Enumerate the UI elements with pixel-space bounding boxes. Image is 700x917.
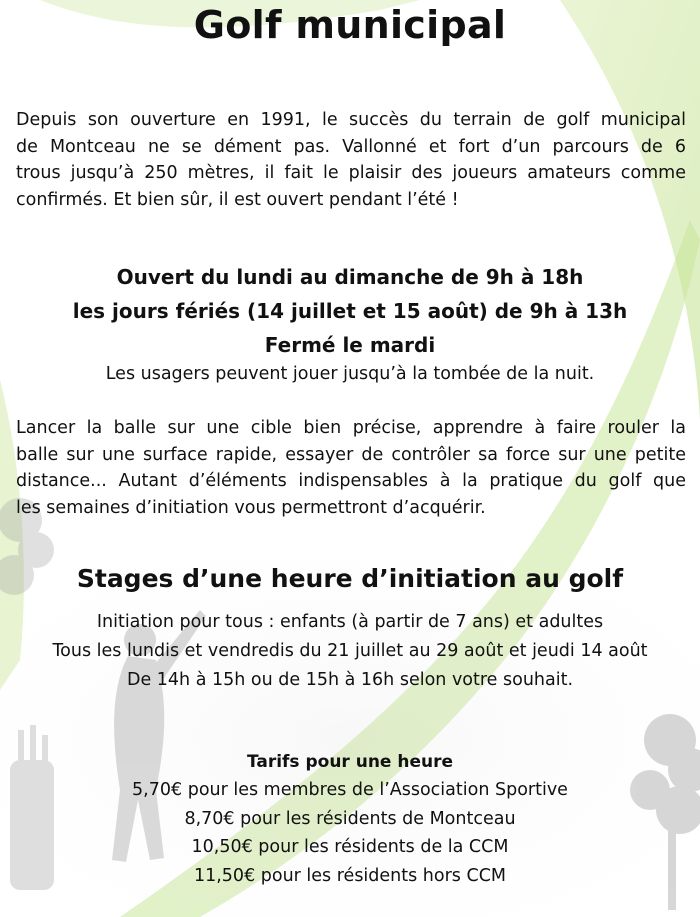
opening-hours <box>0 260 700 386</box>
tarifs-heading: Tarifs pour une heure <box>246 752 454 772</box>
description-line: balle sur une surface rapide, essayer de contrôler sa force sur une petite <box>16 444 686 465</box>
tarif-row: 8,70€ pour les résidents de Montceau <box>184 808 516 829</box>
stages-heading: Stages d’une heure d’initiation au golf <box>76 564 624 593</box>
hours-holidays: les jours fériés (14 juillet et 15 août) de 9h à 13h <box>72 299 628 323</box>
description-line: les semaines d’initiation vous permettront d’acquérir. <box>16 497 486 518</box>
intro-line: confirmés. Et bien sûr, il est ouvert pendant l’été ! <box>16 189 459 210</box>
page-title: Golf municipal <box>193 3 507 47</box>
tarif-row: 5,70€ pour les membres de l’Association Sportive <box>132 780 568 800</box>
description-line: distance... Autant d’éléments indispensables à la pratique du golf que <box>16 471 686 491</box>
intro-line: trous jusqu’à 250 mètres, il fait le plaisir des joueurs amateurs comme <box>16 163 686 183</box>
tarif-row: 10,50€ pour les résidents de la CCM <box>191 837 509 857</box>
hours-closed: Fermé le mardi <box>264 333 436 357</box>
stages-details <box>0 608 700 695</box>
hours-note: Les usagers peuvent jouer jusqu’à la tombée de la nuit. <box>105 364 595 384</box>
stages-line: De 14h à 15h ou de 15h à 16h selon votre souhait. <box>126 670 574 690</box>
description-paragraph <box>16 415 686 521</box>
tarifs-section <box>0 749 700 890</box>
hours-weekdays: Ouvert du lundi au dimanche de 9h à 18h <box>116 265 584 289</box>
intro-paragraph <box>16 107 686 213</box>
intro-line: de Montceau ne se dément pas. Vallonné et fort d’un parcours de 6 <box>16 136 686 157</box>
tarif-row: 11,50€ pour les résidents hors CCM <box>193 865 507 886</box>
intro-line: Depuis son ouverture en 1991, le succès du terrain de golf municipal <box>16 110 686 130</box>
stages-line: Initiation pour tous : enfants (à partir de 7 ans) et adultes <box>96 612 604 632</box>
stages-line: Tous les lundis et vendredis du 21 juillet au 29 août et jeudi 14 août <box>52 641 648 661</box>
description-line: Lancer la balle sur une cible bien précise, apprendre à faire rouler la <box>16 418 686 438</box>
